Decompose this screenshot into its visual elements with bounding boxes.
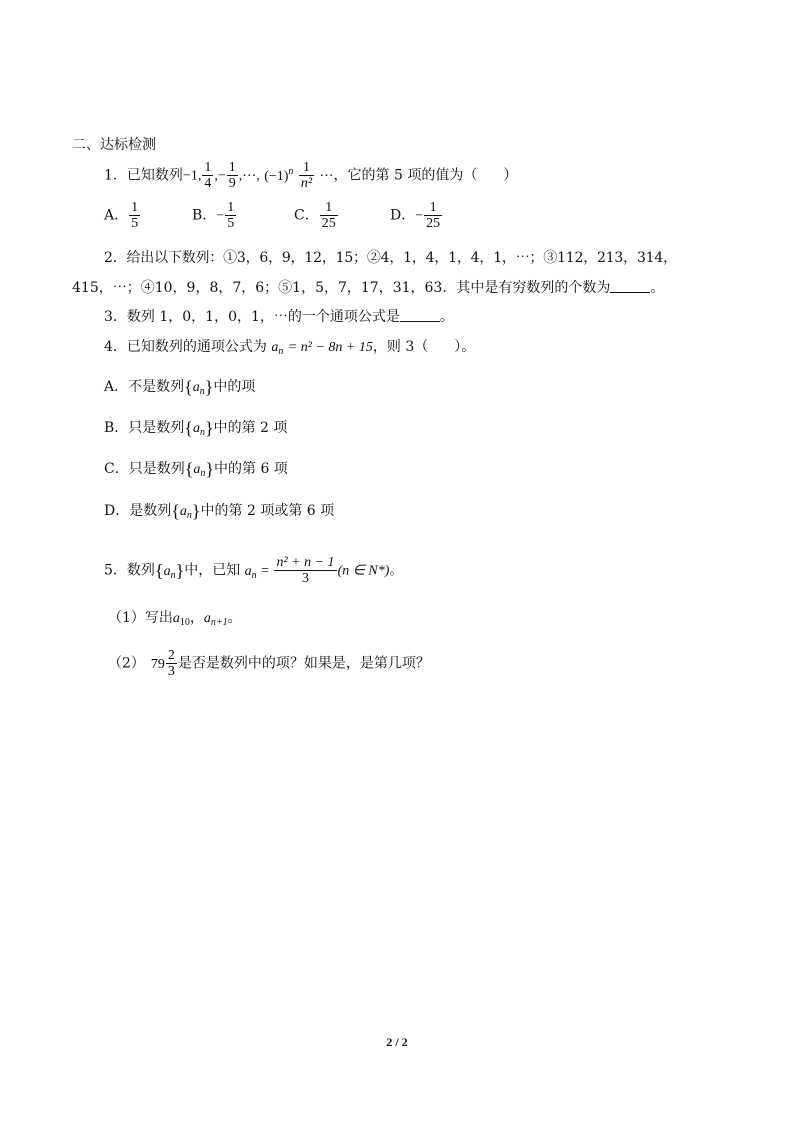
question-1: 1．已知数列−1, $\frac{1}{4}$ ,− $\frac{1}{9}$ ,⋯, $(-1)^n$ $\frac{1}{\text{n²}}$ ⋯，它的第 5 项的值为（ ） [104, 160, 518, 191]
question-3: 3．数列 1，0，1，0，1，⋯的一个通项公式是 。 [104, 309, 454, 325]
option-b: B．− $\frac{1}{5}$ [192, 200, 235, 231]
question-5-part-2: （2） 79 $\frac{2}{3}$ 是否是数列中的项？如果是，是第几项？ [108, 648, 430, 679]
question-5-part-1: （1）写出$a_{10}$，$a_{n+1}$。 [108, 610, 242, 628]
question-2-line-2: 415，⋯；④10，9，8，7，6；⑤1，5，7，17，31，63．其中是有穷数列的个数为 。 [72, 280, 665, 296]
question-4: 4．已知数列的通项公式为 $a_n = n^2 - 8n + 15$，则 3（ ）。 [104, 339, 476, 357]
general-term: $(-1)^n$ [264, 165, 294, 184]
fraction-an: $\frac{\text{n² + n − 1}}{3}$ [276, 555, 335, 586]
question-2-line-1: 2．给出以下数列：①3，6，9，12，15；②4，1，4，1，4，1，⋯；③112，213，314， [104, 250, 677, 266]
option-a: A． $\frac{1}{5}$ [104, 200, 139, 231]
option-c: C． $\frac{1}{25}$ [294, 200, 336, 231]
section-title: 二、达标检测 [72, 137, 156, 153]
question-4-option-a: A．不是数列$\{a_n\}$中的项 [104, 377, 256, 397]
option-d: D．− $\frac{1}{25}$ [390, 200, 441, 231]
question-4-option-c: C．只是数列$\{a_n\}$中的第 6 项 [104, 459, 288, 479]
answer-blank[interactable] [610, 278, 650, 293]
question-4-option-d: D．是数列$\{a_n\}$中的第 2 项或第 6 项 [104, 501, 335, 521]
question-5: 5．数列$\{a_n\}$中，已知 $a_n$ = $\frac{\text{n² + n − 1}}{3}$ (n ∈ N*)。 [104, 555, 404, 586]
an-symbol: $a_n$ [271, 340, 284, 357]
fraction-1-9: $\frac{1}{9}$ [228, 160, 236, 191]
page-number: 2 / 2 [386, 1035, 408, 1049]
answer-blank[interactable] [400, 307, 440, 322]
fraction-1-4: $\frac{1}{4}$ [204, 160, 212, 191]
question-4-option-b: B．只是数列$\{a_n\}$中的第 2 项 [104, 418, 288, 438]
fraction-1-n2: $\frac{1}{\text{n²}}$ [300, 160, 313, 191]
